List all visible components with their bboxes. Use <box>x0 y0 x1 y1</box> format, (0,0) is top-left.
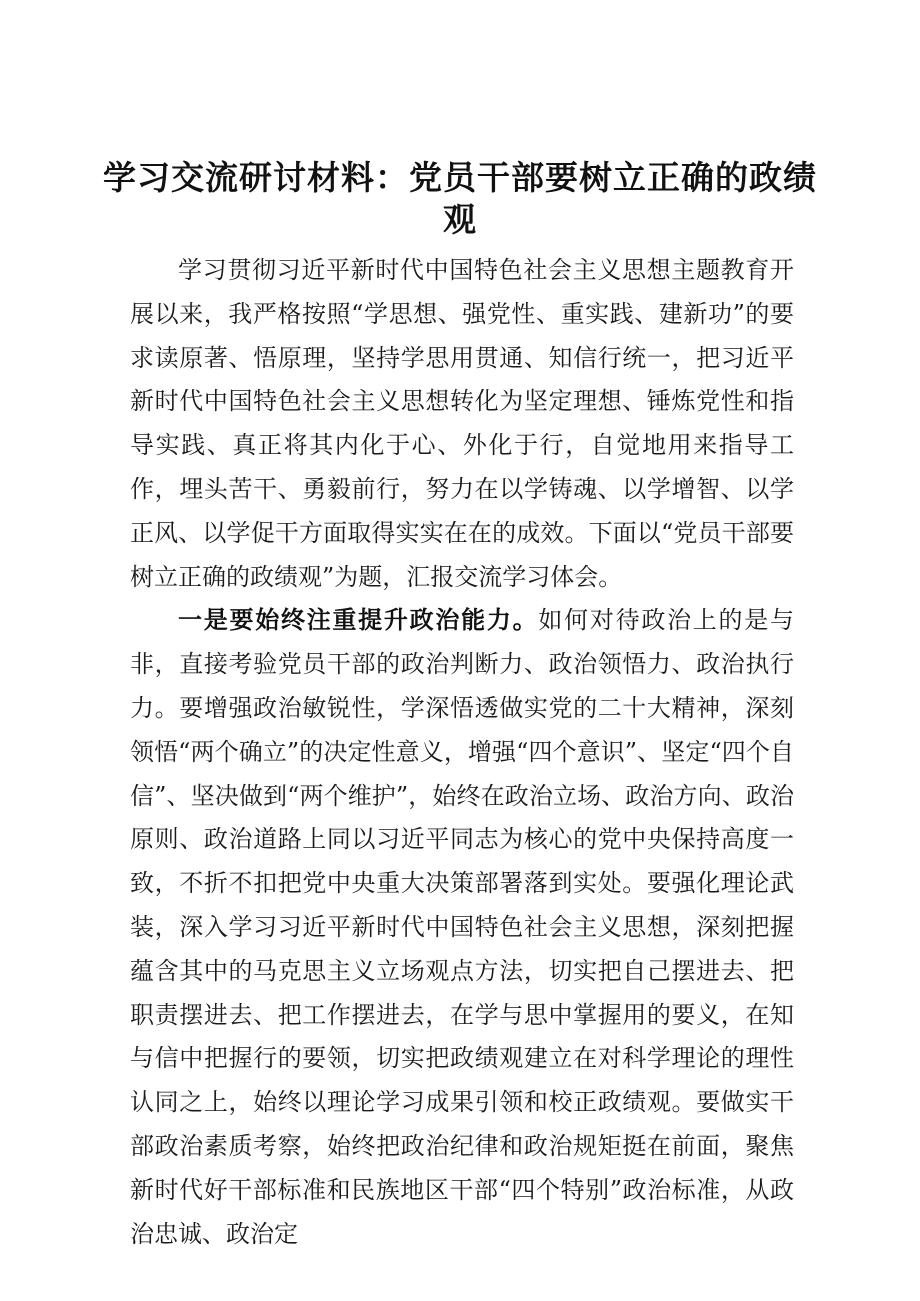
paragraph-intro-text: 学习贯彻习近平新时代中国特色社会主义思想主题教育开展以来，我严格按照“学思想、强党性、重实践、建新功”的要求读原著、悟原理，坚持学思用贯通、知信行统一，把习近平新时代中国特色社会主义思想转化为坚定理想、锤炼党性和指导实践、真正将其内化于心、外化于行，自觉地用来指导工作，埋头苦干、勇毅前行，努力在以学铸魂、以学增智、以学正风、以学促干方面取得实实在在的成效。下面以“党员干部要树立正确的政绩观”为题，汇报交流学习体会。 <box>130 256 794 591</box>
paragraph-intro <box>130 249 794 599</box>
paragraph-point-one-heading: 一是要始终注重提升政治能力。 <box>178 606 539 635</box>
paragraph-point-one <box>130 599 794 1256</box>
document-body <box>130 249 794 1256</box>
paragraph-point-one-text: 如何对待政治上的是与非，直接考验党员干部的政治判断力、政治领悟力、政治执行力。要增强政治敏锐性，学深悟透做实党的二十大精神，深刻领悟“两个确立”的决定性意义，增强“四个意识”、坚定“四个自信”、坚决做到“两个维护”，始终在政治立场、政治方向、政治原则、政治道路上同以习近平同志为核心的党中央保持高度一致，不折不扣把党中央重大决策部署落到实处。要强化理论武装，深入学习习近平新时代中国特色社会主义思想，深刻把握蕴含其中的马克思主义立场观点方法，切实把自己摆进去、把职责摆进去、把工作摆进去，在学与思中掌握用的要义，在知与信中把握行的要领，切实把政绩观建立在对科学理论的理性认同之上，始终以理论学习成果引领和校正政绩观。要做实干部政治素质考察，始终把政治纪律和政治规矩挺在前面，聚焦新时代好干部标准和民族地区干部“四个特别”政治标准，从政治忠诚、政治定 <box>130 606 795 1248</box>
document-title: 学习交流研讨材料：党员干部要树立正确的政绩观 <box>103 158 817 239</box>
